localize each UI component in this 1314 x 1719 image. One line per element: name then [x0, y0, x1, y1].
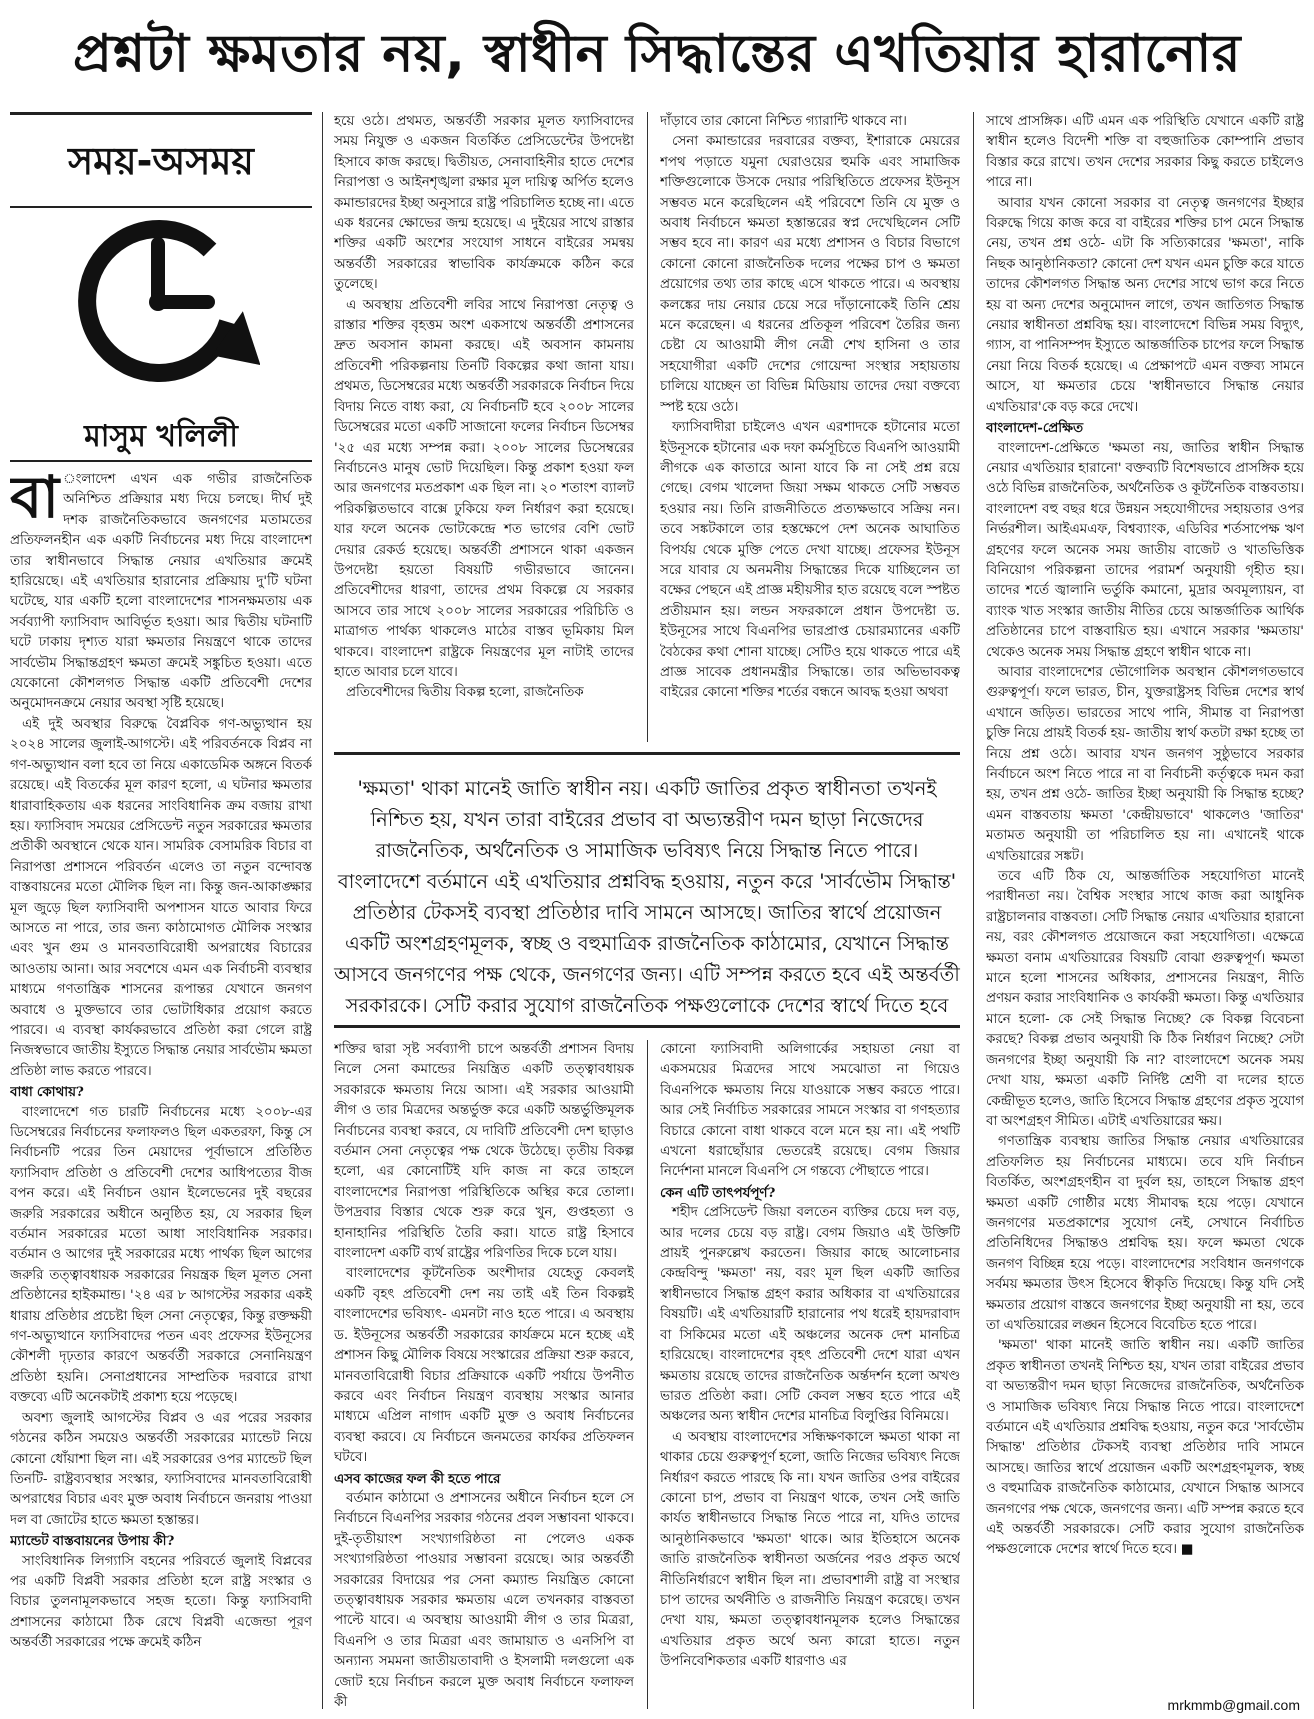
- clock-icon: [60, 202, 260, 402]
- byline-rule: [10, 460, 312, 462]
- column-4: [986, 112, 1304, 1719]
- paragraph: সেনা কমান্ডারের দরবারের বক্তব্য, ইশারাকে মেয়রের শপথ পড়াতে যমুনা ঘেরাওয়ের হুমকি এবং সামাজিক শক্তিগুলোকে উসকে দেয়ার পরিস্থিতিতে প্রফেসর ইউনূস সম্ভবত মনে করেছিলেন এই পরিবেশে তিনি যে মুক্ত ও অবাধ নির্বাচনে ক্ষমতা হস্তান্তরের স্বপ্ন দেখেছিলেন সেটি সম্ভব হবে না। কারণ এর মধ্যে প্রশাসন ও বিচার বিভাগে কোনো কোনো রাজনৈতিক দলের পক্ষের চাপ ও ক্ষমতা প্রয়োগের তথ্য তার কাছে এসে থাকতে পারে। এ অবস্থায় কলঙ্কের দায় নেয়ার চেয়ে সরে দাঁড়ানোকেই তিনি শ্রেয় মনে করেছেন। এ ধরনের প্রতিকূল পরিবেশ তৈরির জন্য চেষ্টা যে আওয়ামী লীগ নেত্রী শেখ হাসিনা ও তার সহযোগীরা একটি দেশের গোয়েন্দা সংস্থার সহায়তায় চালিয়ে যাচ্ছেন তা বিভিন্ন মিডিয়ায় তাদের দেয়া বক্তব্যে স্পষ্ট হয়ে ওঠে।: [660, 134, 960, 415]
- paragraph: বর্তমান কাঠামো ও প্রশাসনের অধীনে নির্বাচন হলে সে নির্বাচনে বিএনপির সরকার গঠনের প্রবল সম্ভাবনা থাকবে। দুই-তৃতীয়াংশ সংখ্যাগরিষ্ঠতা না পেলেও একক সংখ্যাগরিষ্ঠতা পাওয়ার সম্ভাবনা রয়েছে। আর অন্তর্বর্তী সরকারের বিদায়ের পর সেনা কম্যান্ড নিয়ন্ত্রিত কোনো তত্ত্বাবধায়ক সরকার ক্ষমতায় এলে তখনকার বাস্তবতা পাল্টে যাবে। এ অবস্থায় আওয়ামী লীগ ও তার মিত্ররা, বিএনপি ও তার মিত্ররা এবং জামায়াত ও এনসিপি বা অন্যান্য সমমনা জাতীয়তাবাদী ও ইসলামী দলগুলো এক জোট হয়ে নির্বাচন করলে মুক্ত অবাধ নির্বাচনে ফলাফল কী: [334, 1490, 634, 1710]
- column-divider: [973, 112, 974, 1709]
- paragraph: সাংবিধানিক লিগ্যাসি বহনের পরিবর্তে জুলাই বিপ্লবের পর একটি বিপ্লবী সরকার প্রতিষ্ঠা হলে রাষ্ট্র সংস্কার ও বিচার তুলনামূলকভাবে সহজ হতো। কিন্তু ফ্যাসিবাদী প্রশাসনের কাঠামো ঠিক রেখে বিপ্লবী এজেন্ডা পূরণ অন্তর্বর্তী সরকারের পক্ষে ক্রমেই কঠিন: [10, 1553, 312, 1651]
- paragraph: বাংলাদেশের কূটনৈতিক অংশীদার যেহেতু কেবলই একটি বৃহৎ প্রতিবেশী দেশ নয় তাই এই তিন বিকল্পই বাংলাদেশের ভবিষ্যৎ- এমনটা নাও হতে পারে। এ অবস্থায় ড. ইউনূসের অন্তর্বর্তী সরকারের কার্যক্রমে মনে হচ্ছে এই প্রশাসন কিছু মৌলিক বিষয়ে সংস্কারের প্রক্রিয়া শুরু করবে, মানবতাবিরোধী বিচার প্রক্রিয়াকে একটি পর্যায়ে উপনীত করবে এবং নির্বাচন নিয়ন্ত্রণ ব্যবস্থায় সংস্কার আনার মাধ্যমে এপ্রিল নাগাদ একটি মুক্ত ও অবাধ নির্বাচনের ব্যবস্থা করবে। যে নির্বাচনে জনমতের কার্যকর প্রতিফলন ঘটবে।: [334, 1266, 634, 1466]
- column-3-bottom: [660, 1040, 960, 1719]
- subheading: এসব কাজের ফল কী হতে পারে: [334, 1470, 501, 1487]
- paragraph: ফ্যাসিবাদীরা চাইলেও এখন এরশাদকে হটানোর মতো ইউনূসকে হটানোর এক দফা কর্মসূচিতে বিএনপি আওয়ামী লীগকে এক কাতারে আনা যাবে কি না সেই প্রশ্ন রয়ে গেছে। বেগম খালেদা জিয়া সক্ষম থাকতে সেটি সম্ভবত হওয়ার নয়। তিনি রাজনীতিতে প্রত্যক্ষভাবে সক্রিয় নন। তবে সঙ্কটকালে তার হস্তক্ষেপে দেশ অনেক আঘাতিত বিপর্যয় থেকে মুক্তি পেতে দেখা যাচ্ছে। প্রফেসর ইউনূস সরে যাবার যে অনমনীয় সিদ্ধান্তের দিকে যাচ্ছিলেন তা বক্ষের পেছনে এই প্রাজ্ঞ মহীয়সীর হাত রয়েছে বলে স্পষ্টত প্রতীয়মান হয়। লন্ডন সফরকালে প্রধান উপদেষ্টা ড. ইউনূসের সাথে বিএনপির ভারপ্রাপ্ত চেয়ারম্যানের একটি বৈঠকের কথা শোনা যাচ্ছে। সেটিও হয়ে থাকতে পারে এই প্রাজ্ঞ সাবেক প্রধানমন্ত্রীর সিদ্ধান্তে। তার অভিভাবকত্ব বাইরের কোনো শক্তির শর্তের বন্ধনে আবদ্ধ হওয়া অথবা: [660, 420, 960, 701]
- paragraph: 'ক্ষমতা' থাকা মানেই জাতি স্বাধীন নয়। একটি জাতির প্রকৃত স্বাধীনতা তখনই নিশ্চিত হয়, যখন তারা বাইরের প্রভাব বা অভ্যন্তরীণ দমন ছাড়া নিজেদের রাজনৈতিক, অর্থনৈতিক ও সামাজিক ভবিষ্যৎ নিয়ে সিদ্ধান্ত নিতে পারে। বাংলাদেশে বর্তমানে এই এখতিয়ার প্রশ্নবিদ্ধ হওয়ায়, নতুন করে 'সার্বভৌম সিদ্ধান্ত' প্রতিষ্ঠার টেকসই ব্যবস্থা প্রতিষ্ঠার দাবি সামনে আসছে। জাতির স্বার্থে প্রয়োজন একটি অংশগ্রহণমূলক, স্বচ্ছ ও বহুমাত্রিক রাজনৈতিক কাঠামোর, যেখানে সিদ্ধান্ত আসবে জনগণের পক্ষ থেকে, জনগণের জন্য। এটি সম্পন্ন করতে হবে এই অন্তর্বর্তী সরকারকে। সেটি করার সুযোগ রাজনৈতিক পক্ষগুলোকে দেশের স্বার্থে দিতে হবে। ■: [986, 1338, 1304, 1558]
- subheading: বাংলাদেশ-প্রেক্ষিত: [986, 420, 1084, 437]
- column-divider: [647, 1040, 648, 1709]
- paragraph: শহীদ প্রেসিডেন্ট জিয়া বলতেন ব্যক্তির চেয়ে দল বড়, আর দলের চেয়ে বড় রাষ্ট্র। বেগম জিয়াও এই উক্তিটি প্রায়ই পুনরুল্লেখ করতেন। জিয়ার কাছে আলোচনার কেন্দ্রবিন্দু 'ক্ষমতা' নয়, বরং মূল ছিল একটি জাতির স্বাধীনভাবে সিদ্ধান্ত গ্রহণ করার অধিকার বা এখতিয়ারের বিষয়টি। এই এখতিয়ারটি হারানোর পথ ধরেই হায়দরাবাদ বা সিকিমের মতো এই অঞ্চলের অনেক দেশ মানচিত্র হারিয়েছে। বাংলাদেশের বৃহৎ প্রতিবেশী দেশে যারা এখন ক্ষমতায় রয়েছে তাদের রাজনৈতিক অর্ন্তদর্শন হলো অখণ্ড ভারত প্রতিষ্ঠা করা। সেটি কেবল সম্ভব হতে পারে এই অঞ্চলের অন্য স্বাধীন দেশের মানচিত্র বিলুপ্তির বিনিময়ে।: [660, 1205, 960, 1425]
- paragraph: এ অবস্থায় প্রতিবেশী লবির সাথে নিরাপত্তা নেতৃত্ব ও রাস্তার শক্তির বৃহত্তম অংশ একসাথে অন্তর্বর্তী প্রশাসনের দ্রুত অবসান কামনা করছে। এই অবসান কামনায় প্রতিবেশী পরিকল্পনায় তিনটি বিকল্পের কথা জানা যায়। প্রথমত, ডিসেম্বরের মধ্যে অন্তর্বর্তী সরকারকে নির্বাচন দিয়ে বিদায় নিতে বাধ্য করা, যে নির্বাচনটি হবে ২০০৮ সালের ডিসেম্বরের মতো একটি সাজানো ফলের নির্বাচন ডিসেম্বর '২৫ এর মধ্যে সম্পন্ন করা। ২০০৮ সালের ডিসেম্বরের নির্বাচনেও মানুষ ভোট দিয়েছিল। কিন্তু প্রকাশ হওয়া ফল আর জনগণের মতপ্রকাশ এক ছিল না। ২০ শতাংশ ব্যালট পরিকল্পিতভাবে বাক্সে ঢুকিয়ে ফল নির্ধারণ করা হয়েছে। যার ফলে অনেক ভোটকেন্দ্রে শত ভাগের বেশি ভোট দেয়ার রেকর্ড হয়েছে। অন্তর্বর্তী প্রশাসনে থাকা একজন উপদেষ্টা হয়তো বিষয়টি গভীরভাবে জানেন। প্রতিবেশীদের ধারণা, তাদের প্রথম বিকল্পে যে সরকার আসবে তার সাথে ২০০৮ সালের সরকারের পরিচিতি ও মাত্রাগত পার্থক্য থাকলেও মাঠের বাস্তব ভূমিকায় মিল থাকবে। বাংলাদেশ রাষ্ট্রকে নিয়ন্ত্রণের মূল নাটাই তাদের হাতে আবার চলে যাবে।: [334, 297, 634, 680]
- paragraph: আবার যখন কোনো সরকার বা নেতৃত্ব জনগণের ইচ্ছার বিরুদ্ধে গিয়ে কাজ করে বা বাইরের শক্তির চাপ মেনে সিদ্ধান্ত নেয়, তখন প্রশ্ন ওঠে- এটা কি সত্যিকারের 'ক্ষমতা', নাকি নিছক আনুষ্ঠানিকতা? কোনো দেশ যখন এমন চুক্তি করে যাতে তাদের কৌশলগত সিদ্ধান্ত অন্য দেশের সাথে ভাগ করে নিতে হয় বা অন্য দেশের অনুমোদন লাগে, তখন জাতিগত সিদ্ধান্ত নেয়ার স্বাধীনতা প্রশ্নবিদ্ধ হয়। বাংলাদেশে বিভিন্ন সময় বিদ্যুৎ, গ্যাস, বা পানিসম্পদ ইস্যুতে আন্তর্জাতিক চাপের ফলে সিদ্ধান্ত নেয়া নিয়ে বিতর্ক হয়েছে। এ প্রেক্ষাপটে এমন বক্তব্য সামনে আসে, যা ক্ষমতার চেয়ে 'স্বাধীনভাবে সিদ্ধান্ত নেয়ার এখতিয়ার'কে বড় করে দেখে।: [986, 195, 1304, 415]
- subheading: বাধা কোথায়?: [10, 1084, 84, 1101]
- paragraph: অবশ্য জুলাই আগস্টের বিপ্লব ও এর পরের সরকার গঠনের কঠিন সময়েও অন্তর্বর্তী সরকারের ম্যান্ডেট নিয়ে কোনো ধোঁয়াশা ছিল না। এই সরকারের ওপর ম্যান্ডেট ছিল তিনটি- রাষ্ট্রব্যবস্থার সংস্কার, ফ্যাসিবাদের মানবতাবিরোধী অপরাধের বিচার এবং মুক্ত অবাধ নির্বাচনে জনরায় পাওয়া দল বা জোটের হাতে ক্ষমতা হস্তান্তর।: [10, 1410, 312, 1528]
- paragraph: বাংলাদেশে গত চারটি নির্বাচনের মধ্যে ২০০৮-এর ডিসেম্বরের নির্বাচনের ফলাফলও ছিল একতরফা, কিন্তু সে নির্বাচনটি পরের তিন মেয়াদের পূর্বাভাসে প্রতিষ্ঠিত ফ্যাসিবাদ প্রতিষ্ঠা ও প্রতিবেশী দেশের আধিপত্যের বীজ বপন করে। এই নির্বাচন ওয়ান ইলেভেনের দুই বছরের জরুরি সরকারের অধীনে অনুষ্ঠিত হয়, যে সরকার ছিল বর্তমান সরকারের মতো আধা সাংবিধানিক সরকার। বর্তমান ও আগের দুই সরকারের মধ্যে পার্থক্য ছিল আগের জরুরি তত্ত্বাবধায়ক সরকারের নিয়ন্ত্রক ছিল মূলত সেনা প্রতিষ্ঠানের হাইকমান্ড। '২৪ এর ৮ আগস্টের সরকার একই ধারায় প্রতিষ্ঠার প্রচেষ্টা ছিল সেনা নেতৃত্বের, কিন্তু রক্তক্ষয়ী গণ-অভ্যুত্থানে ফ্যাসিবাদের পতন এবং প্রফেসর ইউনূসের কৌশলী দৃঢ়তার কারণে অন্তর্বর্তী সরকারে সেনানিয়ন্ত্রণ প্রতিষ্ঠা হয়নি। সেনাপ্রধানের সাম্প্রতিক দরবারে রাখা বক্তব্যে এটি অনেকটাই প্রকাশ্য হয়ে পড়েছে।: [10, 1104, 312, 1406]
- column-2-top: [334, 112, 634, 752]
- column-divider: [322, 112, 323, 1709]
- paragraph: শক্তির দ্বারা সৃষ্ট সর্বব্যাপী চাপে অন্তর্বর্তী প্রশাসন বিদায় নিলে সেনা কমান্ডের নিয়ন্ত্রিত একটি তত্ত্বাবধায়ক সরকারকে ক্ষমতায় নিয়ে আসা। এই সরকার আওয়ামী লীগ ও তার মিত্রদের অন্তর্ভুক্ত করে একটি অন্তর্ভুক্তিমূলক নির্বাচনের ব্যবস্থা করবে, যে দাবিটি প্রতিবেশী দেশ ছাড়াও বর্তমান সেনা নেতৃত্বের পক্ষ থেকে উঠেছে। তৃতীয় বিকল্প হলো, এর কোনোটিই যদি কাজ না করে তাহলে বাংলাদেশের নিরাপত্তা পরিস্থিতিকে অস্থির করে তোলা। উপদ্রবার বিস্তার থেকে শুরু করে খুন, গুপ্তহত্যা ও হানাহানির পরিস্থিতি তৈরি করা। যাতে রাষ্ট্র হিসাবে বাংলাদেশ একটি ব্যর্থ রাষ্ট্রের পরিণতির দিকে চলে যায়।: [334, 1042, 634, 1262]
- paragraph: কোনো ফ্যাসিবাদী অলিগার্কের সহায়তা নেয়া বা একসময়ের মিত্রদের সাথে সমঝোতা না গিয়েও বিএনপিকে ক্ষমতায় নিয়ে যাওয়াকে সম্ভব করতে পারে। আর সেই নির্বাচিত সরকারের সামনে সংস্কার বা গণহত্যার বিচারে কোনো বাধা থাকবে বলে মনে হয় না। এই পথটি এখনো ধরাছোঁয়ার ভেতরেই রয়েছে। বেগম জিয়ার নির্দেশনা মানলে বিএনপি সে গন্তব্যে পৌছাতে পারে।: [660, 1042, 960, 1180]
- paragraph: আবার বাংলাদেশের ভৌগোলিক অবস্থান কৌশলগতভাবে গুরুত্বপূর্ণ। ফলে ভারত, চীন, যুক্তরাষ্ট্রসহ বিভিন্ন দেশের স্বার্থ এখানে জড়িত। ভারতের সাথে পানি, সীমান্ত বা নিরাপত্তা চুক্তি নিয়ে প্রায়ই বিতর্ক হয়- জাতীয় স্বার্থ কতটা রক্ষা হচ্ছে তা নিয়ে প্রশ্ন ওঠে। আবার যখন জনগণ সুষ্ঠুভাবে সরকার নির্বাচনে অংশ নিতে পারে না বা নির্বাচনী কর্তৃত্বকে দমন করা হয়, তখন প্রশ্ন ওঠে- জাতির ইচ্ছা অনুযায়ী কি সিদ্ধান্ত হচ্ছে? এমন বাস্তবতায় ক্ষমতা 'কেন্দ্রীয়ভাবে' থাকলেও 'জাতির' মতামত অনুযায়ী তা পরিচালিত হয় না। এখানেই থাকে এখতিয়ারের সঙ্কট।: [986, 664, 1304, 864]
- paragraph: এই দুই অবস্থার বিরুদ্ধে বৈপ্লবিক গণ-অভ্যুত্থান হয় ২০২৪ সালের জুলাই-আগস্টে। এই পরিবর্তনকে বিপ্লব না গণ-অভ্যুত্থান বলা হবে তা নিয়ে একাডেমিক অঙ্গনে বিতর্ক রয়েছে। এই বিতর্কের মূল কারণ হলো, এ ঘটনার ক্ষমতার ধারাবাহিকতায় এক ধরনের সাংবিধানিক ক্রম বজায় রাখা হয়। ফ্যাসিবাদ সময়ের প্রেসিডেন্ট নতুন সরকারের ক্ষমতার প্রতীকী অবস্থানে থেকে যান। সামরিক বেসামরিক বিচার বা নিরাপত্তা প্রশাসনে পরিবর্তন এলেও তা নতুন বন্দোবস্ত বাস্তবায়নের মতো মৌলিক ছিল না। কিন্তু জন-আকাঙ্ক্ষার মূল জুড়ে ছিল ফ্যাসিবাদী অপশাসন যাতে আবার ফিরে আসতে না পারে, তার জন্য কাঠামোগত মৌলিক সংস্কার এবং খুন গুম ও মানবতাবিরোধী অপরাধের বিচারের আওতায় আনা। আর সবশেষে এমন এক নির্বাচনী ব্যবস্থার মাধ্যমে গণতান্ত্রিক শাসনের রূপান্তর যেখানে জনগণ অবাধে ও মুক্তভাবে তার ভোটাধিকার প্রয়োগ করতে পারবে। এ ব্যবস্থা কার্যকরভাবে প্রতিষ্ঠা করা গেলে রাষ্ট্র নিজস্বভাবে জাতীয় ইস্যুতে সিদ্ধান্ত নেয়ার সার্বভৌম ক্ষমতা প্রতিষ্ঠা লাভ করতে পারবে।: [10, 716, 312, 1079]
- author-email[interactable]: mrkmmb@gmail.com: [1167, 1697, 1300, 1713]
- column-kicker: সময়-অসময়: [10, 132, 312, 208]
- drop-cap: বা: [10, 470, 60, 531]
- subheading: ম্যান্ডেট বাস্তবায়নের উপায় কী?: [10, 1533, 175, 1550]
- headline: প্রশ্নটা ক্ষমতার নয়, স্বাধীন সিদ্ধান্তের এখতিয়ার হারানোর: [73, 24, 1241, 84]
- paragraph: গণতান্ত্রিক ব্যবস্থায় জাতির সিদ্ধান্ত নেয়ার এখতিয়ারের প্রতিফলিত হয় নির্বাচনের মাধ্যমে। তবে যদি নির্বাচন বিতর্কিত, অংশগ্রহণহীন বা দুর্বল হয়, তাহলে সিদ্ধান্ত গ্রহণ ক্ষমতা একটি গোষ্ঠীর মধ্যে সীমাবদ্ধ হয়ে পড়ে। যেখানে জনগণের মতপ্রকাশের সুযোগ নেই, সেখানে নির্বাচিত প্রতিনিধিদের সিদ্ধান্তও প্রশ্নবিদ্ধ হয়। ফলে ক্ষমতা থেকে জনগণ বিচ্ছিন্ন হয়ে পড়ে। বাংলাদেশের সংবিধান জনগণকে সর্বময় ক্ষমতার উৎস হিসেবে স্বীকৃতি দিয়েছে। কিন্তু যদি সেই ক্ষমতার প্রয়োগ বাস্তবে জনগণের ইচ্ছা অনুযায়ী না হয়, তবে তা এখতিয়ারের লঙ্ঘন হিসেবে বিবেচিত হতে পারে।: [986, 1134, 1304, 1333]
- column-2-bottom: [334, 1040, 634, 1719]
- column-masthead: [10, 112, 312, 462]
- paragraph: দাঁড়াবে তার কোনো নিশ্চিত গ্যারান্টি থাকবে না।: [660, 114, 907, 129]
- pull-quote: 'ক্ষমতা' থাকা মানেই জাতি স্বাধীন নয়। একটি জাতির প্রকৃত স্বাধীনতা তখনই নিশ্চিত হয়, যখন তারা বাইরের প্রভাব বা অভ্যন্তরীণ দমন ছাড়া নিজেদের রাজনৈতিক, অর্থনৈতিক ও সামাজিক ভবিষ্যৎ নিয়ে সিদ্ধান্ত নিতে পারে। বাংলাদেশে বর্তমানে এই এখতিয়ার প্রশ্নবিদ্ধ হওয়ায়, নতুন করে 'সার্বভৌম সিদ্ধান্ত' প্রতিষ্ঠার টেকসই ব্যবস্থা প্রতিষ্ঠার দাবি সামনে আসছে। জাতির স্বার্থে প্রয়োজন একটি অংশগ্রহণমূলক, স্বচ্ছ ও বহুমাত্রিক রাজনৈতিক কাঠামোর, যেখানে সিদ্ধান্ত আসবে জনগণের পক্ষ থেকে, জনগণের জন্য। এটি সম্পন্ন করতে হবে এই অন্তর্বর্তী সরকারকে। সেটি করার সুযোগ রাজনৈতিক পক্ষগুলোকে দেশের স্বার্থে দিতে হবে: [334, 752, 960, 1028]
- masthead-rule: [10, 112, 312, 115]
- paragraph: প্রতিবেশীদের দ্বিতীয় বিকল্প হলো, রাজনৈতিক: [346, 685, 584, 701]
- paragraph: এ অবস্থায় বাংলাদেশের সন্ধিক্ষণকালে ক্ষমতা থাকা না থাকার চেয়ে গুরুত্বপূর্ণ হলো, জাতি নিজের ভবিষ্যৎ নিজে নির্ধারণ করতে পারছে কি না। যখন জাতির ওপর বাইরের কোনো চাপ, প্রভাব বা নিয়ন্ত্রণ থাকে, তখন সেই জাতি কার্যত স্বাধীনভাবে সিদ্ধান্ত নিতে পারে না, যদিও তাদের আনুষ্ঠানিকভাবে 'ক্ষমতা' থাকে। আর ইতিহাসে অনেক জাতি রাজনৈতিক স্বাধীনতা অর্জনের পরও প্রকৃত অর্থে নীতিনির্ধারণে স্বাধীন ছিল না। প্রভাবশালী রাষ্ট্র বা সংস্থার চাপ তাদের অর্থনীতি ও রাজনীতি নিয়ন্ত্রণ করেছে। তখন দেখা যায়, ক্ষমতা তত্ত্বাবধানমূলক হলেও সিদ্ধান্তের এখতিয়ার প্রকৃত অর্থে অন্য কারো হাতে। নতুন উপনিবেশিকতার একটি ধারণাও এর: [660, 1429, 960, 1670]
- paragraph: তবে এটি ঠিক যে, আন্তর্জাতিক সহযোগিতা মানেই পরাধীনতা নয়। বৈশ্বিক সংস্থার সাথে কাজ করা আধুনিক রাষ্ট্রচালনার বাস্তবতা। সেটি সিদ্ধান্ত নেয়ার এখতিয়ার হারানো নয়, বরং কৌশলগত প্রয়োজনে করা সহযোগিতা। এক্ষেত্রে ক্ষমতা বনাম এখতিয়ারের বিষয়টি বোঝা গুরুত্বপূর্ণ। ক্ষমতা মানে হলো শাসনের অধিকার, প্রশাসনের নিয়ন্ত্রণ, নীতি প্রণয়ন করার সাংবিধানিক ও কার্যকরী ক্ষমতা। কিন্তু এখতিয়ার মানে হলো- কে সেই সিদ্ধান্ত নিচ্ছে? কে বিকল্প বিবেচনা করছে? বিকল্প প্রভাব অনুযায়ী কি ঠিক নির্ধারণ নিচ্ছে? সেটা জনগণের ইচ্ছা অনুযায়ী কি না? বাংলাদেশে অনেক সময় দেখা যায়, ক্ষমতা একটি নির্দিষ্ট শ্রেণী বা দলের হাতে কেন্দ্রীভূত হলেও, জাতি হিসেবে সিদ্ধান্ত গ্রহণের প্রকৃত সুযোগ বা অংশগ্রহণ সীমিত। এটাই এখতিয়ারের ক্ষয়।: [986, 869, 1304, 1129]
- column-1: [10, 470, 312, 1719]
- paragraph: সাথে প্রাসঙ্গিক। এটি এমন এক পরিস্থিতি যেখানে একটি রাষ্ট্র স্বাধীন হলেও বিদেশী শক্তি বা বহুজাতিক কোম্পানি প্রভাব বিস্তার করে রাখে। তখন দেশের সরকার কিছু করতে চাইলেও পারে না।: [986, 114, 1304, 191]
- paragraph-text: ংলাদেশ এখন এক গভীর রাজনৈতিক অনিশ্চিত প্রক্রিয়ার মধ্য দিয়ে চলছে। দীর্ঘ দুই দশক রাজনৈতিকভাবে জনগণের মতামতের প্রতিফলনহীন এক একটি নির্বাচনের মধ্য দিয়ে বাংলাদেশ তার স্বাধীনভাবে সিদ্ধান্ত নেয়ার এখতিয়ার ক্রমেই হারিয়েছে। এই এখতিয়ার হারানোর প্রক্রিয়ায় দু'টি ঘটনা ঘটেছে, যার একটি হলো বাংলাদেশের শাসনক্ষমতায় এক সর্বব্যাপী ফ্যাসিবাদ আবির্ভূত হওয়া। আর দ্বিতীয় ঘটনাটি ঘটে ঢাকায় দৃশ্যত যারা ক্ষমতার নিয়ন্ত্রণে থাকে তাদের সার্বভৌম সিদ্ধান্তগ্রহণ ক্ষমতা ক্রমেই সঙ্কুচিত হওয়া। এতে যেকোনো কৌশলগত সিদ্ধান্ত একটি প্রতিবেশী দেশের অনুমোদনক্রমে নেয়ার অবস্থা সৃষ্টি হয়েছে।: [10, 472, 312, 712]
- column-divider: [647, 112, 648, 742]
- byline: মাসুম খলিলী: [84, 419, 238, 454]
- subheading: কেন এটি তাৎপর্যপূর্ণ?: [660, 1184, 776, 1201]
- paragraph: [10, 470, 312, 715]
- column-3-top: [660, 112, 960, 752]
- paragraph: হয়ে ওঠে। প্রথমত, অন্তর্বর্তী সরকার মূলত ফ্যাসিবাদের সময় নিযুক্ত ও একজন বিতর্কিত প্রেসিডেন্টের উপদেষ্টা হিসাবে কাজ করছে। দ্বিতীয়ত, সেনাবাহিনীর হাতে দেশের নিরাপত্তা ও আইনশৃঙ্খলা রক্ষার মূল দায়িত্ব অর্পিত হলেও কমান্ডারদের ইচ্ছা অনুসারে রাষ্ট্র পরিচালিত হচ্ছে না। এতে এক ধরনের ক্ষোভের জন্ম হয়েছে। এ দুইয়ের সাথে রাস্তার শক্তির একটি অংশের সংযোগ সাধনে বাইরের সমন্বয় অন্তর্বর্তী সরকারের স্বাভাবিক কার্যক্রমকে কঠিন করে তুলেছে।: [334, 114, 634, 293]
- paragraph: বাংলাদেশ-প্রেক্ষিতে 'ক্ষমতা নয়, জাতির স্বাধীন সিদ্ধান্ত নেয়ার এখতিয়ার হারানো' বক্তব্যটি বিশেষভাবে প্রাসঙ্গিক হয়ে ওঠে বিভিন্ন রাজনৈতিক, অর্থনৈতিক ও কূটনৈতিক বাস্তবতায়। বাংলাদেশ বহু বছর ধরে উন্নয়ন সহযোগীদের সহায়তার ওপর নির্ভরশীল। আইএমএফ, বিশ্বব্যাংক, এডিবির শর্তসাপেক্ষ ঋণ গ্রহণের ফলে অনেক সময় জাতীয় বাজেট ও খাতভিত্তিক বিনিয়োগ পরিকল্পনা তাদের পরামর্শ অনুযায়ী গৃহীত হয়। তাদের শর্তে জ্বালানি ভর্তুকি কমানো, মুদ্রার অবমূল্যায়ন, বা ব্যাংক খাত সংস্কার জাতীয় নীতির চেয়ে আন্তর্জাতিক আর্থিক প্রতিষ্ঠানের চাপে বাস্তবায়িত হয়। এখানে সরকার 'ক্ষমতায়' থেকেও অনেক সময় সিদ্ধান্ত গ্রহণে স্বাধীন থাকে না।: [986, 440, 1304, 660]
